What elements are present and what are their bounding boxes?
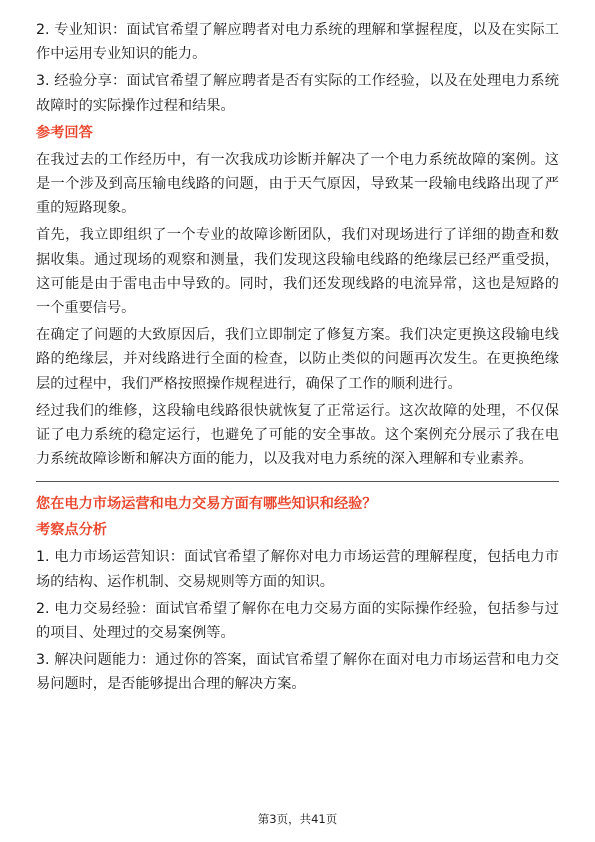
document-page bbox=[36, 18, 559, 700]
analysis-item-2: 2. 专业知识：面试官希望了解应聘者对电力系统的理解和掌握程度，以及在实际工作中运用专业知识的能力。 bbox=[36, 22, 559, 63]
answer-paragraph-4: 经过我们的维修，这段输电线路很快就恢复了正常运行。这次故障的处理，不仅保证了电力系统的稳定运行，也避免了可能的安全事故。这个案例充分展示了我在电力系统故障诊断和解决方面的能力，以及我对电力系统的深入理解和专业素养。 bbox=[36, 402, 559, 468]
analysis-item-3: 3. 经验分享：面试官希望了解应聘者是否有实际的工作经验，以及在处理电力系统故障时的实际操作过程和结果。 bbox=[36, 73, 559, 114]
question2-item-3: 3. 解决问题能力：通过你的答案，面试官希望了解你在面对电力市场运营和电力交易问题时，是否能够提出合理的解决方案。 bbox=[36, 652, 559, 693]
section-divider bbox=[36, 481, 559, 482]
question2-item-2: 2. 电力交易经验：面试官希望了解你在电力交易方面的实际操作经验，包括参与过的项目、处理过的交易案例等。 bbox=[36, 600, 559, 642]
answer-paragraph-1: 在我过去的工作经历中，有一次我成功诊断并解决了一个电力系统故障的案例。这是一个涉及到高压输电线路的问题，由于天气原因，导致某一段输电线路出现了严重的短路现象。 bbox=[36, 151, 559, 217]
question-title: 您在电力市场运营和电力交易方面有哪些知识和经验？ bbox=[36, 496, 377, 513]
page-number: 第3页，共41页 bbox=[257, 812, 338, 826]
question2-item-1: 1. 电力市场运营知识：面试官希望了解你对电力市场运营的理解程度，包括电力市场的结构、运作机制、交易规则等方面的知识。 bbox=[36, 549, 559, 590]
answer-paragraph-3: 在确定了问题的大致原因后，我们立即制定了修复方案。我们决定更换这段输电线路的绝缘层，并对线路进行全面的检查，以防止类似的问题再次发生。在更换绝缘层的过程中，我们严格按照操作规程进行，确保了工作的顺利进行。 bbox=[36, 327, 559, 392]
answer-paragraph-2: 首先，我立即组织了一个专业的故障诊断团队，我们对现场进行了详细的勘查和数据收集。通过现场的观察和测量，我们发现这段输电线路的绝缘层已经严重受损，这可能是由于雷电击中导致的。同时，我们还发现线路的电流异常，这也是短路的一个重要信号。 bbox=[36, 227, 559, 317]
reference-answer-heading: 参考回答 bbox=[36, 124, 93, 141]
analysis-heading: 考察点分析 bbox=[36, 522, 107, 539]
